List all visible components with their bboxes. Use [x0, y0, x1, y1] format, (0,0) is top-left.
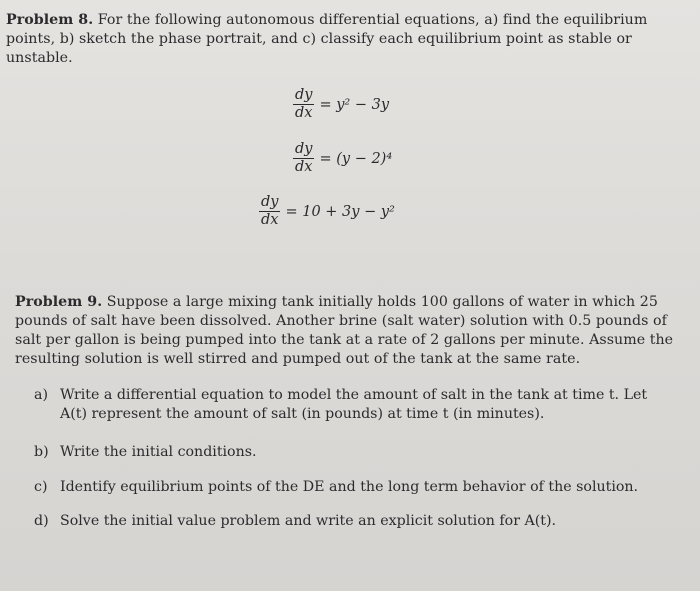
subquestion-label: a) — [34, 387, 48, 403]
fraction-numerator: dy — [295, 141, 313, 157]
fraction-denominator: dx — [261, 212, 279, 228]
subquestion-b — [34, 443, 257, 462]
fraction-numerator: dy — [261, 194, 279, 210]
problem-8-paragraph — [6, 11, 666, 68]
subquestion-d — [34, 512, 556, 531]
subquestion-c — [34, 478, 638, 497]
subquestion-text: Write the initial conditions. — [60, 444, 257, 460]
subquestion-text: Write a differential equation to model the amount of salt in the tank at time t. Let — [60, 387, 648, 403]
subquestion-label: b) — [34, 444, 49, 460]
equation-right-side: = 10 + 3y − y² — [285, 203, 395, 220]
fraction-denominator: dx — [295, 105, 313, 121]
subquestion-a — [34, 386, 647, 424]
equation-right-side: = y² − 3y — [319, 96, 390, 113]
problem-8-title: Problem 8. — [6, 12, 94, 28]
equation-3 — [259, 194, 395, 229]
equation-1 — [293, 87, 389, 122]
equation-2 — [293, 141, 392, 176]
derivative-fraction — [259, 194, 280, 229]
problem-9-text: Suppose a large mixing tank initially holds 100 gallons of water in which 25 pounds of salt have been dissolved. Another brine (salt water) solution with 0.5 pounds of salt per gallon is being pumped into the tank at a rate of 2 gallons per minute. Assume the resulting solution is well stirred and pumped out of the tank at the same rate. — [15, 294, 674, 367]
subquestion-label: c) — [34, 479, 48, 495]
fraction-denominator: dx — [295, 159, 313, 175]
problem-9-title: Problem 9. — [15, 294, 103, 310]
fraction-numerator: dy — [295, 87, 313, 103]
problem-8-text: For the following autonomous differential equations, a) find the equilibrium points, b) sketch the phase portrait, and c) classify each equilibrium point as stable or unstable. — [6, 12, 648, 66]
subquestion-text-continued: A(t) represent the amount of salt (in pounds) at time t (in minutes). — [60, 406, 545, 422]
derivative-fraction — [293, 87, 314, 122]
subquestion-text: Identify equilibrium points of the DE and the long term behavior of the solution. — [60, 479, 639, 495]
equation-right-side: = (y − 2)⁴ — [319, 150, 393, 167]
derivative-fraction — [293, 141, 314, 176]
problem-9-paragraph — [15, 293, 675, 369]
subquestion-label: d) — [34, 513, 49, 529]
subquestion-text: Solve the initial value problem and write an explicit solution for A(t). — [60, 513, 557, 529]
